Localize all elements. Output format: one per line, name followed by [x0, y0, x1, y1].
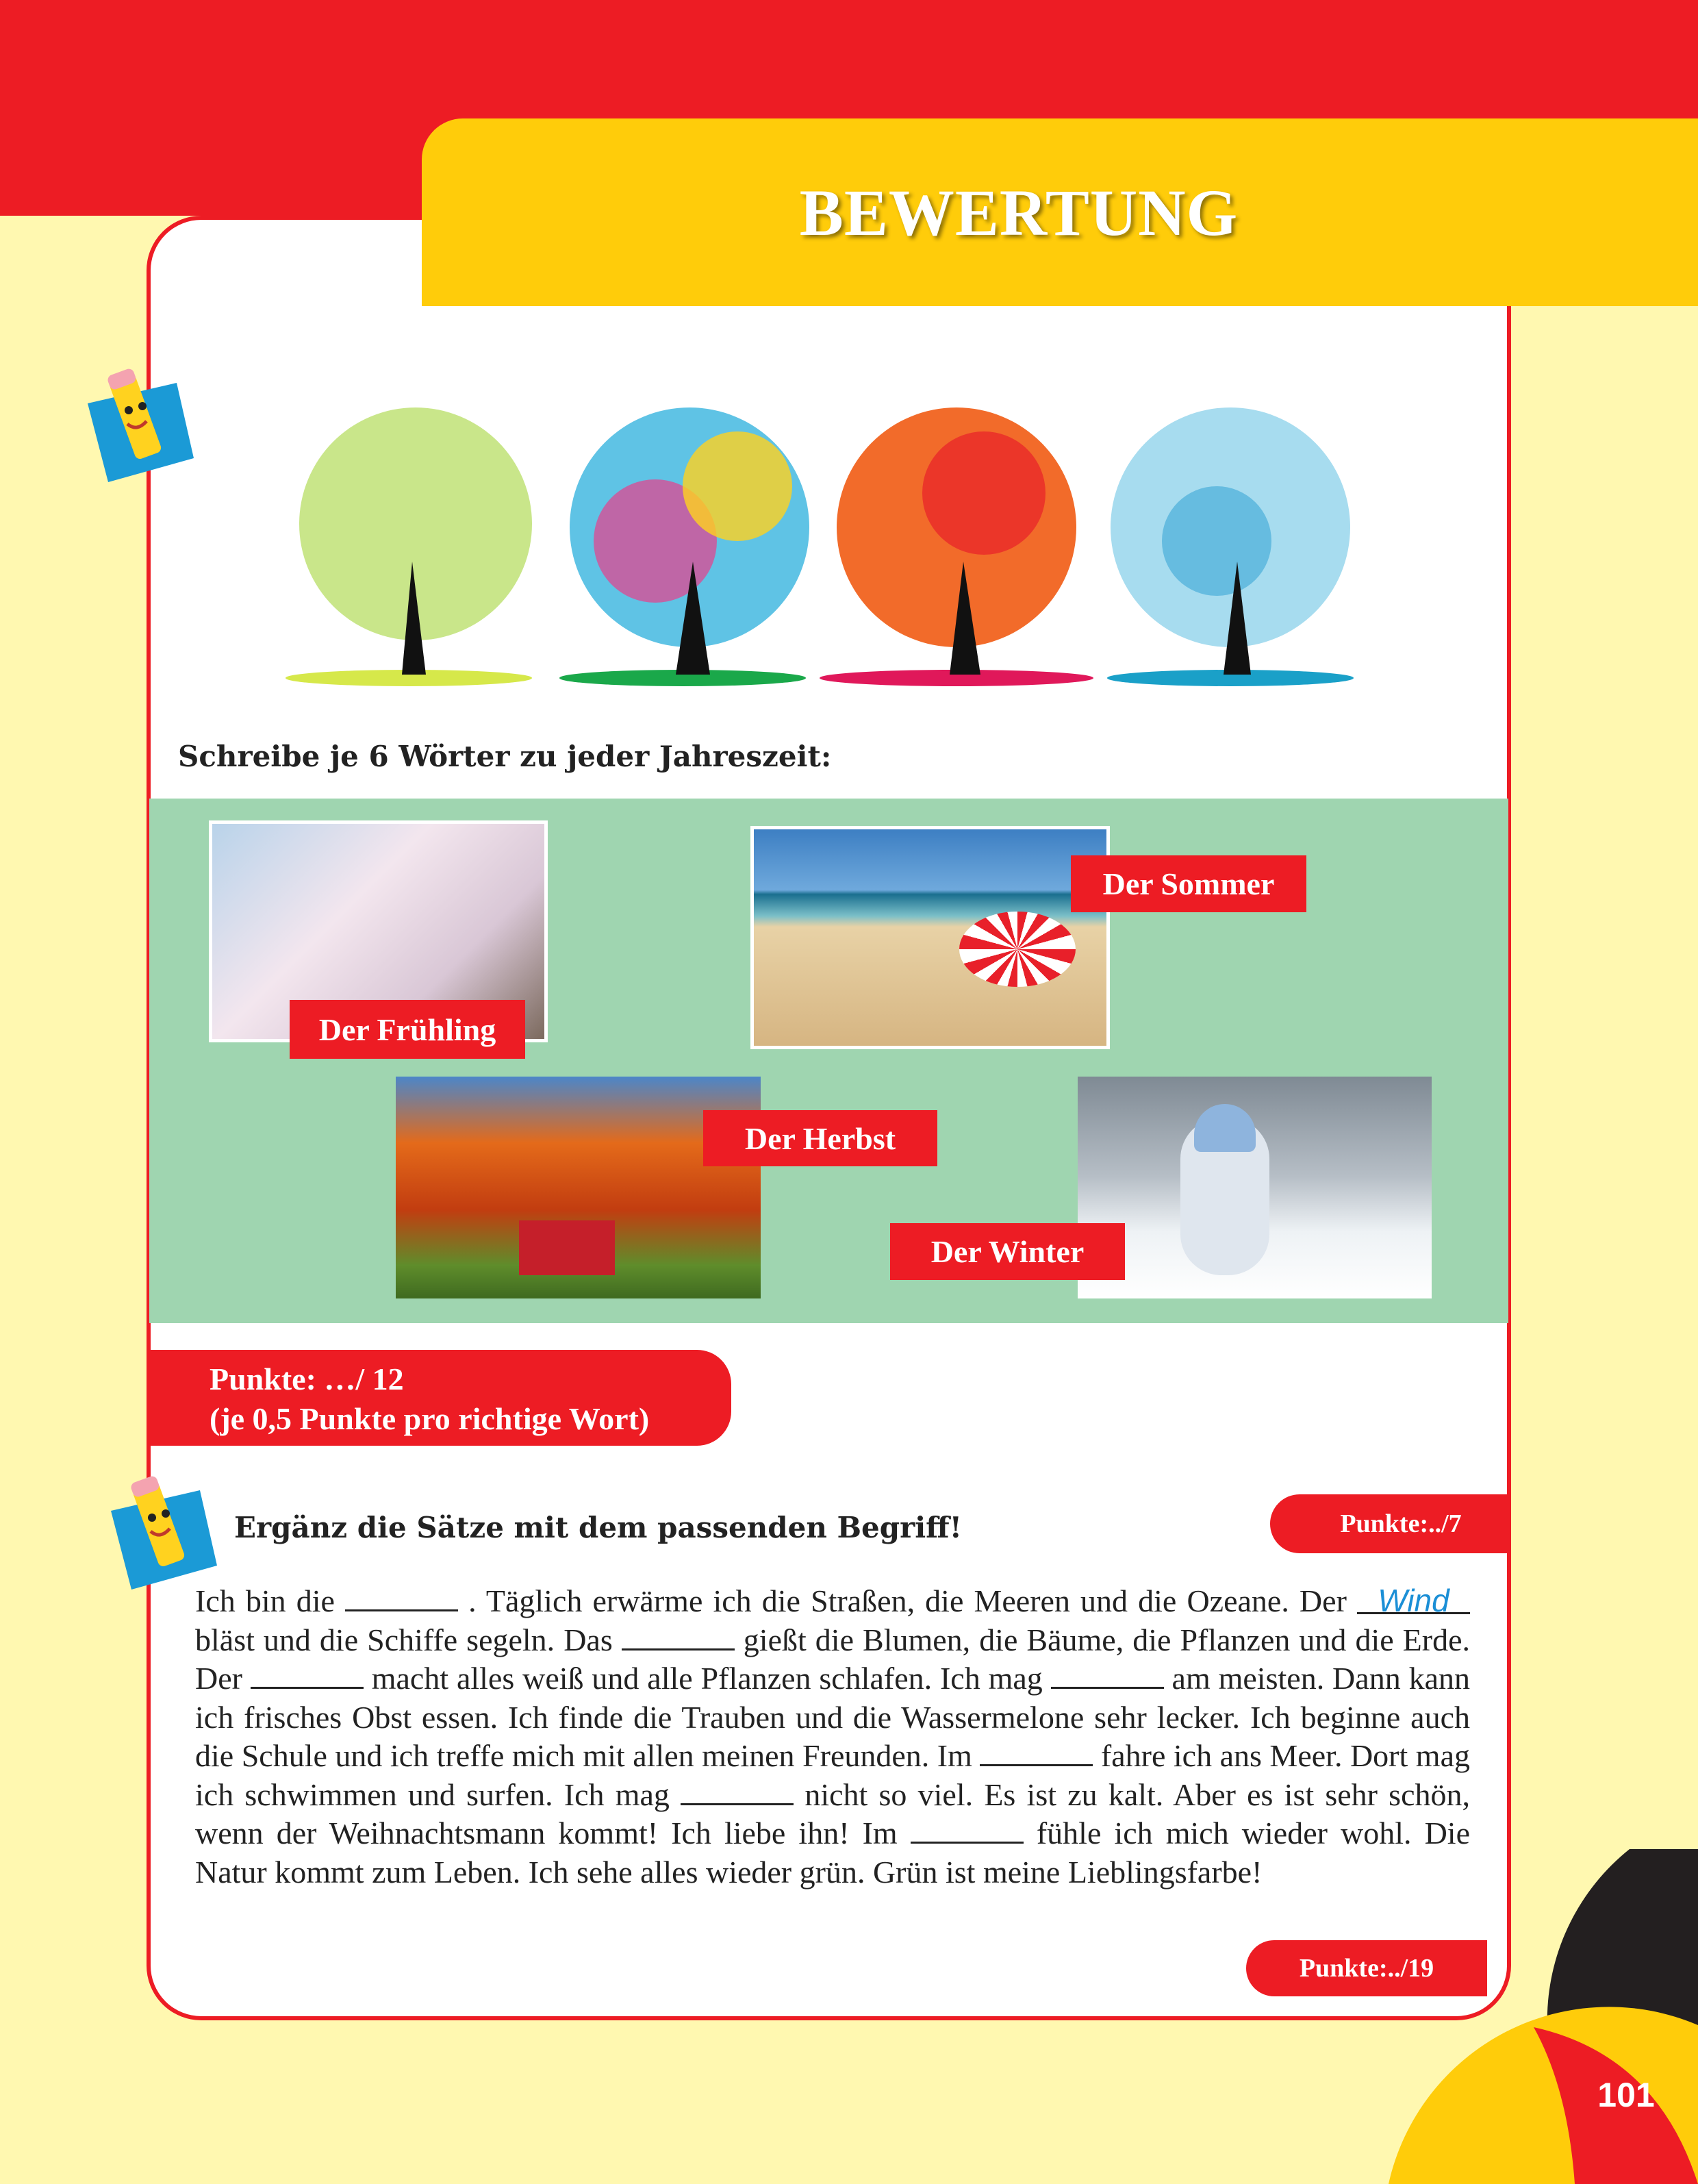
fill-in-paragraph [195, 1582, 1470, 1892]
beach-umbrella [959, 912, 1076, 987]
blank-input[interactable] [980, 1739, 1093, 1766]
paragraph-text: . Täglich erwärme ich die Straßen, die Meeren und die Ozeane. Der [458, 1583, 1357, 1618]
season-label-spring: Der Frühling [290, 1000, 525, 1059]
blank-input[interactable] [622, 1623, 735, 1650]
corner-decoration [0, 1849, 1698, 2184]
season-label-autumn: Der Herbst [703, 1110, 937, 1166]
page-title: BEWERTUNG [799, 175, 1239, 249]
blank-input[interactable] [681, 1778, 794, 1805]
task1-points-note: (je 0,5 Punkte pro richtige Wort) [210, 1401, 650, 1436]
blank-input[interactable] [345, 1584, 458, 1611]
task2-instruction: Ergänz die Sätze mit dem passenden Begriff! [234, 1511, 963, 1544]
snowman-hat [1194, 1104, 1256, 1152]
blank-input[interactable] [911, 1816, 1024, 1844]
task2-points-badge [1270, 1494, 1511, 1553]
paragraph-text: bläst und die Schiffe segeln. Das [195, 1622, 622, 1657]
winter-photo [1078, 1077, 1432, 1298]
four-seasons-trees-illustration [272, 404, 1372, 690]
pencil-mascot-icon [74, 355, 197, 486]
blank-input[interactable] [251, 1661, 364, 1689]
filled-blank-answer[interactable]: Wind [1357, 1587, 1470, 1614]
paragraph-text: macht alles weiß und alle Pflanzen schlafen. Ich mag [363, 1661, 1051, 1696]
pencil-mascot-icon [97, 1463, 220, 1593]
paragraph-text: fühle ich mich wieder wohl. Die Natur kommt zum Leben. Ich sehe alles wieder grün. Grün ist meine Lieblingsfarbe! [195, 1816, 1470, 1890]
paragraph-text: nicht so viel. Es ist zu kalt. Aber es ist sehr schön, wenn der Weihnachtsmann kommt! Ich liebe ihn! Im [195, 1777, 1470, 1850]
paragraph-text: gießt die Blumen, die Bäume, die Pflanzen und die Erde. Der [195, 1622, 1470, 1696]
task1-instruction: Schreibe je 6 Wörter zu jeder Jahreszeit: [178, 740, 832, 773]
page-number: 101 [1597, 2076, 1655, 2114]
paragraph-text: Ich bin die [195, 1583, 346, 1618]
total-points: Punkte:../19 [1299, 1954, 1434, 1983]
season-label-winter: Der Winter [890, 1223, 1125, 1280]
blank-input[interactable] [1051, 1661, 1164, 1689]
summer-photo [750, 826, 1110, 1049]
paragraph-text: am meisten. Dann kann ich frisches Obst essen. Ich finde die Trauben und die Wassermelone sehr lecker. Ich beginne auch die Schule und ich treffe mich mit allen meinen Freunden. Im [195, 1661, 1470, 1773]
task1-points: Punkte: …/ 12 [210, 1361, 404, 1396]
season-label-summer: Der Sommer [1071, 855, 1306, 912]
red-barn [519, 1220, 615, 1275]
task1-points-badge [147, 1350, 731, 1446]
task2-points: Punkte:../7 [1340, 1509, 1462, 1538]
paragraph-text: fahre ich ans Meer. Dort mag ich schwimmen und surfen. Ich mag [195, 1738, 1470, 1812]
header-banner [422, 118, 1698, 306]
